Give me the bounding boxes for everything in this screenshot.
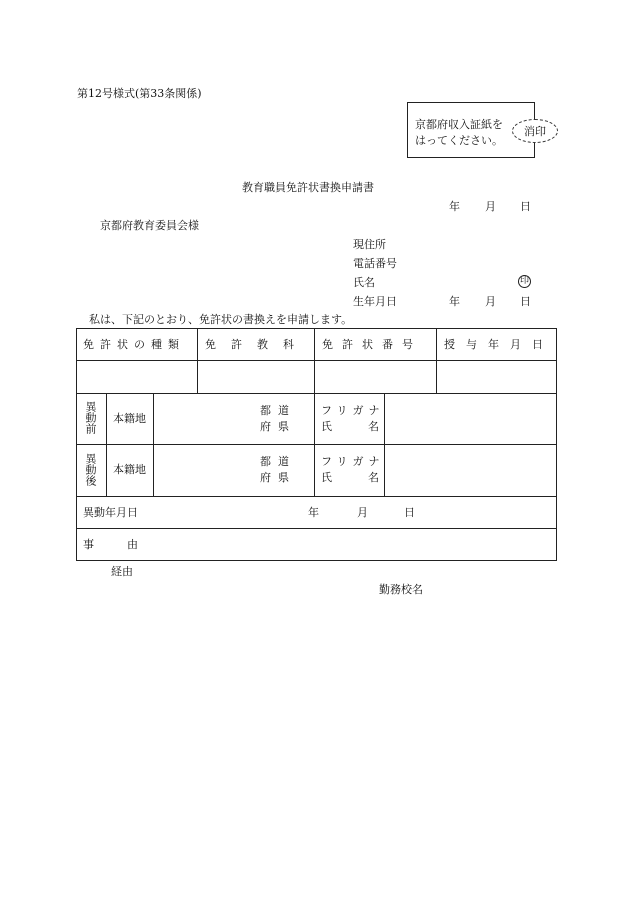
application-statement: 私は、下記のとおり、免許状の書換えを申請します。 (89, 313, 353, 326)
header-grant-date-label: 授与年月日 (444, 338, 554, 351)
before-change-label: 異動前 (84, 401, 97, 434)
table-row-divider (77, 360, 556, 361)
header-grant-date (444, 339, 554, 350)
change-year: 年 (308, 506, 319, 519)
after-prefecture-bottom: 府県 (260, 471, 296, 484)
after-domicile-label: 本籍地 (113, 463, 146, 476)
table-row-divider (77, 393, 556, 394)
stamp-instructions (415, 117, 503, 149)
change-date-label: 異動年月日 (83, 506, 138, 519)
cancel-mark (512, 119, 558, 143)
table-col-divider (106, 393, 107, 496)
table-col-divider (153, 393, 154, 496)
birthdate-label: 生年月日 (353, 295, 397, 308)
after-name-label: 氏名 (321, 471, 415, 484)
table-row-divider (77, 528, 556, 529)
table-col-divider (197, 329, 198, 393)
table-row-divider (77, 496, 556, 497)
birth-year: 年 (449, 295, 460, 308)
before-prefecture-top: 都道 (260, 404, 296, 417)
birth-day: 日 (520, 295, 531, 308)
cancel-mark-label: 消印 (524, 125, 546, 138)
before-domicile-label: 本籍地 (113, 412, 146, 425)
change-month: 月 (357, 506, 368, 519)
before-prefecture-bottom: 府県 (260, 420, 296, 433)
date-month: 月 (485, 200, 496, 213)
date-day: 日 (520, 200, 531, 213)
via-label: 経由 (111, 565, 133, 578)
stamp-instruction-line2: はってください。 (415, 134, 503, 147)
after-furigana-label: フリガナ (321, 455, 385, 468)
phone-label: 電話番号 (353, 257, 397, 270)
before-furigana-label: フリガナ (321, 404, 385, 417)
header-license-number (322, 339, 432, 350)
table-col-divider (314, 393, 315, 496)
table-row-divider (77, 444, 556, 445)
stamp-instruction-line1: 京都府収入証紙を (415, 118, 503, 131)
applicant-name-label: 氏名 (353, 276, 375, 289)
revenue-stamp-box (407, 102, 546, 158)
header-license-type (83, 339, 191, 350)
change-day: 日 (404, 506, 415, 519)
after-change-label: 異動後 (84, 453, 97, 486)
addressee: 京都府教育委員会様 (100, 219, 199, 232)
header-subject-label: 免許教科 (205, 338, 309, 351)
header-license-number-label: 免許状番号 (322, 338, 422, 351)
address-label: 現住所 (353, 238, 386, 251)
seal-mark: 印 (519, 276, 529, 286)
form-number: 第12号様式(第33条関係) (77, 87, 202, 100)
after-prefecture-top: 都道 (260, 455, 296, 468)
license-table (76, 328, 557, 561)
header-license-type-label: 免許状の種類 (83, 338, 185, 351)
header-subject (205, 339, 309, 350)
document-title: 教育職員免許状書換申請書 (242, 181, 374, 194)
reason-label: 事由 (83, 538, 171, 551)
table-col-divider (314, 329, 315, 393)
birth-month: 月 (485, 295, 496, 308)
before-name-label: 氏名 (321, 420, 415, 433)
school-name-label: 勤務校名 (379, 583, 423, 596)
table-col-divider (436, 329, 437, 393)
date-year: 年 (449, 200, 460, 213)
